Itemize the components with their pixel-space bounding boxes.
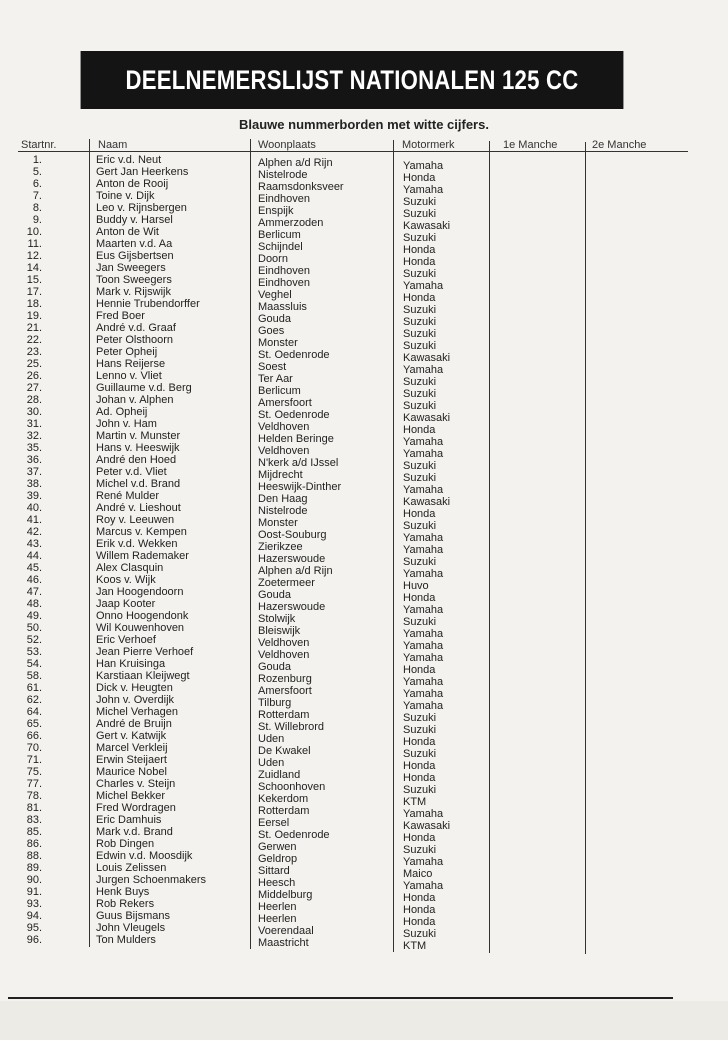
woonplaats-cell: Oost-Souburg (258, 529, 327, 541)
motormerk-cell: Yamaha (403, 640, 444, 652)
motormerk-cell: Honda (403, 424, 436, 436)
motormerk-cell: Yamaha (403, 676, 444, 688)
bottom-strip (0, 1001, 728, 1040)
woonplaats-cell: Eindhoven (258, 265, 310, 277)
motormerk-cell: Suzuki (403, 208, 437, 220)
startnr-cell: 41. (26, 514, 42, 526)
naam-cell: Leo v. Rijnsbergen (96, 202, 187, 214)
motormerk-cell: Honda (403, 664, 436, 676)
motormerk-cell: Suzuki (403, 376, 437, 388)
startnr-cell: 9. (32, 214, 42, 226)
woonplaats-cell: Nistelrode (258, 505, 308, 517)
naam-cell: Guus Bijsmans (96, 910, 170, 922)
motormerk-cell: Honda (403, 508, 436, 520)
motormerk-cell: KTM (403, 796, 427, 808)
woonplaats-cell: Zoetermeer (258, 577, 315, 589)
motormerk-column (403, 160, 487, 952)
woonplaats-cell: Berlicum (258, 385, 301, 397)
motormerk-cell: Suzuki (403, 232, 437, 244)
woonplaats-cell: Middelburg (258, 889, 313, 901)
naam-cell: Michel Verhagen (96, 706, 178, 718)
motormerk-cell: Yamaha (403, 448, 444, 460)
woonplaats-cell: Veldhoven (258, 637, 310, 649)
startnr-cell: 96. (26, 934, 42, 946)
naam-cell: Buddy v. Harsel (96, 214, 173, 226)
naam-cell: André den Hoed (96, 454, 177, 466)
motormerk-cell: Honda (403, 904, 436, 916)
motormerk-cell: Honda (403, 760, 436, 772)
header-naam: Naam (98, 139, 128, 151)
woonplaats-cell: Maastricht (258, 937, 309, 949)
naam-cell: André v. Lieshout (96, 502, 181, 514)
startnr-cell: 8. (32, 202, 42, 214)
motormerk-cell: Honda (403, 916, 436, 928)
woonplaats-cell: Doorn (258, 253, 288, 265)
startnr-cell: 37. (26, 466, 42, 478)
startnr-cell: 50. (26, 622, 42, 634)
naam-cell: Michel Bekker (96, 790, 166, 802)
startnr-cell: 65. (26, 718, 42, 730)
motormerk-cell: Suzuki (403, 196, 437, 208)
woonplaats-cell: Nistelrode (258, 169, 308, 181)
startnr-cell: 61. (26, 682, 42, 694)
column-divider (250, 139, 251, 949)
woonplaats-cell: Schoonhoven (258, 781, 326, 793)
woonplaats-cell: Uden (258, 733, 285, 745)
page-subtitle: Blauwe nummerborden met witte cijfers. (239, 117, 489, 132)
startnr-cell: 27. (26, 382, 42, 394)
startnr-cell: 70. (26, 742, 42, 754)
woonplaats-cell: Eersel (258, 817, 290, 829)
naam-cell: Hans v. Heeswijk (96, 442, 180, 454)
startnr-cell: 47. (26, 586, 42, 598)
startnr-cell: 86. (26, 838, 42, 850)
motormerk-cell: Suzuki (403, 472, 437, 484)
naam-cell: Mark v. Rijswijk (96, 286, 171, 298)
motormerk-cell: Maico (403, 868, 433, 880)
woonplaats-cell: Monster (258, 337, 298, 349)
footer-rule (8, 997, 673, 999)
motormerk-cell: Yamaha (403, 604, 444, 616)
startnr-column (20, 154, 42, 946)
naam-cell: Edwin v.d. Moosdijk (96, 850, 193, 862)
naam-cell: Ton Mulders (96, 934, 156, 946)
startnr-cell: 75. (26, 766, 42, 778)
naam-cell: André v.d. Graaf (96, 322, 176, 334)
woonplaats-cell: Veldhoven (258, 649, 310, 661)
startnr-cell: 15. (26, 274, 42, 286)
woonplaats-cell: Berlicum (258, 229, 301, 241)
startnr-cell: 91. (26, 886, 42, 898)
motormerk-cell: Suzuki (403, 304, 437, 316)
startnr-cell: 77. (26, 778, 42, 790)
naam-cell: André de Bruijn (96, 718, 172, 730)
startnr-cell: 10. (26, 226, 42, 238)
woonplaats-cell: Gouda (258, 661, 292, 673)
woonplaats-cell: Mijdrecht (258, 469, 303, 481)
startnr-cell: 95. (26, 922, 42, 934)
naam-cell: Maurice Nobel (96, 766, 167, 778)
column-divider (489, 141, 490, 953)
naam-cell: Toine v. Dijk (96, 190, 155, 202)
column-divider (393, 140, 394, 952)
motormerk-cell: Suzuki (403, 556, 437, 568)
woonplaats-cell: Helden Beringe (258, 433, 334, 445)
motormerk-cell: Honda (403, 832, 436, 844)
woonplaats-cell: Gouda (258, 313, 292, 325)
motormerk-cell: Suzuki (403, 316, 437, 328)
motormerk-cell: Suzuki (403, 784, 437, 796)
motormerk-cell: Yamaha (403, 280, 444, 292)
motormerk-cell: Kawasaki (403, 220, 451, 232)
motormerk-cell: Yamaha (403, 880, 444, 892)
motormerk-cell: Yamaha (403, 688, 444, 700)
motormerk-cell: Yamaha (403, 436, 444, 448)
naam-cell: Eric Damhuis (96, 814, 162, 826)
motormerk-cell: Suzuki (403, 748, 437, 760)
motormerk-cell: Yamaha (403, 532, 444, 544)
startnr-cell: 19. (26, 310, 42, 322)
motormerk-cell: Honda (403, 772, 436, 784)
naam-cell: Fred Wordragen (96, 802, 176, 814)
startnr-cell: 83. (26, 814, 42, 826)
woonplaats-cell: Gouda (258, 589, 292, 601)
motormerk-cell: Honda (403, 256, 436, 268)
woonplaats-cell: Maassluis (258, 301, 307, 313)
woonplaats-cell: Bleiswijk (258, 625, 301, 637)
woonplaats-cell: Goes (258, 325, 285, 337)
motormerk-cell: Suzuki (403, 520, 437, 532)
woonplaats-cell: Gerwen (258, 841, 297, 853)
startnr-cell: 71. (26, 754, 42, 766)
woonplaats-cell: Sittard (258, 865, 290, 877)
woonplaats-cell: Heerlen (258, 901, 297, 913)
naam-cell: Anton de Wit (96, 226, 159, 238)
motormerk-cell: Suzuki (403, 844, 437, 856)
naam-cell: Jaap Kooter (96, 598, 156, 610)
startnr-cell: 38. (26, 478, 42, 490)
naam-cell: René Mulder (96, 490, 159, 502)
naam-cell: Karstiaan Kleijwegt (96, 670, 190, 682)
woonplaats-cell: Alphen a/d Rijn (258, 565, 333, 577)
motormerk-cell: Kawasaki (403, 820, 451, 832)
woonplaats-column (258, 157, 390, 949)
woonplaats-cell: Rozenburg (258, 673, 312, 685)
motormerk-cell: Yamaha (403, 808, 444, 820)
startnr-cell: 1. (32, 154, 42, 166)
startnr-cell: 90. (26, 874, 42, 886)
woonplaats-cell: Heeswijk-Dinther (258, 481, 342, 493)
startnr-cell: 42. (26, 526, 42, 538)
woonplaats-cell: Tilburg (258, 697, 292, 709)
motormerk-cell: KTM (403, 940, 427, 952)
woonplaats-cell: Raamsdonksveer (258, 181, 344, 193)
woonplaats-cell: Hazerswoude (258, 601, 326, 613)
naam-cell: Peter Olsthoorn (96, 334, 174, 346)
woonplaats-cell: St. Oedenrode (258, 409, 330, 421)
naam-cell: Erwin Steijaert (96, 754, 167, 766)
motormerk-cell: Yamaha (403, 652, 444, 664)
woonplaats-cell: Ter Aar (258, 373, 293, 385)
startnr-cell: 31. (26, 418, 42, 430)
column-divider (89, 139, 90, 947)
startnr-cell: 45. (26, 562, 42, 574)
woonplaats-cell: Rotterdam (258, 805, 310, 817)
startnr-cell: 89. (26, 862, 42, 874)
woonplaats-cell: Amersfoort (258, 397, 312, 409)
startnr-cell: 11. (27, 238, 42, 250)
naam-cell: Marcus v. Kempen (96, 526, 187, 538)
motormerk-cell: Yamaha (403, 568, 444, 580)
naam-cell: Willem Rademaker (96, 550, 189, 562)
header-woonplaats: Woonplaats (258, 139, 316, 151)
startnr-cell: 40. (26, 502, 42, 514)
naam-cell: Guillaume v.d. Berg (96, 382, 192, 394)
motormerk-cell: Suzuki (403, 460, 437, 472)
naam-cell: Alex Clasquin (96, 562, 164, 574)
motormerk-cell: Yamaha (403, 544, 444, 556)
naam-cell: Eus Gijsbertsen (96, 250, 174, 262)
startnr-cell: 35. (26, 442, 42, 454)
startnr-cell: 7. (32, 190, 42, 202)
woonplaats-cell: Kekerdom (258, 793, 309, 805)
naam-cell: Han Kruisinga (96, 658, 166, 670)
naam-cell: Koos v. Wijk (96, 574, 156, 586)
startnr-cell: 85. (26, 826, 42, 838)
naam-cell: Gert Jan Heerkens (96, 166, 189, 178)
startnr-cell: 30. (26, 406, 42, 418)
woonplaats-cell: Veldhoven (258, 421, 310, 433)
startnr-cell: 46. (26, 574, 42, 586)
motormerk-cell: Huvo (403, 580, 429, 592)
woonplaats-cell: Den Haag (258, 493, 308, 505)
motormerk-cell: Honda (403, 736, 436, 748)
woonplaats-cell: Veghel (258, 289, 292, 301)
naam-cell: Michel v.d. Brand (96, 478, 181, 490)
naam-cell: Hennie Trubendorffer (96, 298, 200, 310)
naam-cell: Hans Reijerse (96, 358, 166, 370)
woonplaats-cell: St. Oedenrode (258, 829, 330, 841)
motormerk-cell: Yamaha (403, 628, 444, 640)
woonplaats-cell: Voerendaal (258, 925, 314, 937)
woonplaats-cell: Eindhoven (258, 193, 310, 205)
naam-cell: Eric Verhoef (96, 634, 156, 646)
naam-cell: Marcel Verkleij (96, 742, 168, 754)
motormerk-cell: Suzuki (403, 328, 437, 340)
naam-cell: Erik v.d. Wekken (96, 538, 178, 550)
naam-cell: Peter v.d. Vliet (96, 466, 167, 478)
motormerk-cell: Honda (403, 244, 436, 256)
naam-cell: Martin v. Munster (96, 430, 181, 442)
woonplaats-cell: Hazerswoude (258, 553, 326, 565)
startnr-cell: 53. (26, 646, 42, 658)
naam-cell: John v. Ham (96, 418, 157, 430)
naam-cell: Rob Dingen (96, 838, 155, 850)
woonplaats-cell: Schijndel (258, 241, 303, 253)
startnr-cell: 26. (26, 370, 42, 382)
startnr-cell: 62. (26, 694, 42, 706)
naam-cell: Jean Pierre Verhoef (96, 646, 194, 658)
motormerk-cell: Honda (403, 292, 436, 304)
naam-cell: Jan Sweegers (96, 262, 166, 274)
motormerk-cell: Suzuki (403, 400, 437, 412)
header-rule (18, 151, 688, 152)
header-manche1: 1e Manche (503, 139, 558, 151)
naam-cell: Ad. Opheij (96, 406, 148, 418)
motormerk-cell: Yamaha (403, 364, 444, 376)
motormerk-cell: Honda (403, 172, 436, 184)
woonplaats-cell: Monster (258, 517, 298, 529)
naam-cell: Wil Kouwenhoven (96, 622, 185, 634)
woonplaats-cell: St. Oedenrode (258, 349, 330, 361)
naam-cell: Johan v. Alphen (96, 394, 174, 406)
motormerk-cell: Honda (403, 892, 436, 904)
startnr-cell: 48. (26, 598, 42, 610)
startnr-cell: 81. (26, 802, 42, 814)
woonplaats-cell: Zuidland (258, 769, 301, 781)
column-divider (585, 142, 586, 954)
naam-cell: John Vleugels (96, 922, 166, 934)
woonplaats-cell: Heerlen (258, 913, 297, 925)
startnr-cell: 5. (32, 166, 42, 178)
naam-cell: Lenno v. Vliet (96, 370, 162, 382)
motormerk-cell: Kawasaki (403, 496, 451, 508)
naam-column (96, 154, 246, 946)
header-manche2: 2e Manche (592, 139, 647, 151)
woonplaats-cell: St. Willebrord (258, 721, 325, 733)
motormerk-cell: Yamaha (403, 484, 444, 496)
naam-cell: Dick v. Heugten (96, 682, 173, 694)
woonplaats-cell: Ammerzoden (258, 217, 324, 229)
startnr-cell: 64. (26, 706, 42, 718)
naam-cell: Jurgen Schoenmakers (96, 874, 207, 886)
startnr-cell: 12. (26, 250, 42, 262)
motormerk-cell: Yamaha (403, 184, 444, 196)
naam-cell: John v. Overdijk (96, 694, 175, 706)
motormerk-cell: Yamaha (403, 160, 444, 172)
startnr-cell: 28. (26, 394, 42, 406)
woonplaats-cell: Zierikzee (258, 541, 303, 553)
header-motormerk: Motormerk (402, 139, 455, 151)
page-title: DEELNEMERSLIJST NATIONALEN 125 CC (81, 51, 624, 109)
startnr-cell: 44. (26, 550, 42, 562)
naam-cell: Henk Buys (96, 886, 150, 898)
startnr-cell: 93. (26, 898, 42, 910)
naam-cell: Mark v.d. Brand (96, 826, 173, 838)
woonplaats-cell: Soest (258, 361, 287, 373)
startnr-cell: 54. (26, 658, 42, 670)
startnr-cell: 43. (26, 538, 42, 550)
naam-cell: Roy v. Leeuwen (96, 514, 175, 526)
startnr-cell: 52. (26, 634, 42, 646)
naam-cell: Onno Hoogendonk (96, 610, 189, 622)
woonplaats-cell: Stolwijk (258, 613, 296, 625)
startnr-cell: 22. (26, 334, 42, 346)
startnr-cell: 36. (26, 454, 42, 466)
woonplaats-cell: De Kwakel (258, 745, 311, 757)
woonplaats-cell: Uden (258, 757, 285, 769)
woonplaats-cell: Enspijk (258, 205, 294, 217)
naam-cell: Rob Rekers (96, 898, 155, 910)
naam-cell: Jan Hoogendoorn (96, 586, 184, 598)
startnr-cell: 6. (32, 178, 42, 190)
naam-cell: Anton de Rooij (96, 178, 169, 190)
startnr-cell: 25. (26, 358, 42, 370)
startnr-cell: 23. (26, 346, 42, 358)
startnr-cell: 18. (26, 298, 42, 310)
motormerk-cell: Honda (403, 592, 436, 604)
startnr-cell: 14. (26, 262, 42, 274)
startnr-cell: 88. (26, 850, 42, 862)
motormerk-cell: Kawasaki (403, 352, 451, 364)
startnr-cell: 78. (26, 790, 42, 802)
motormerk-cell: Kawasaki (403, 412, 451, 424)
startnr-cell: 66. (26, 730, 42, 742)
naam-cell: Gert v. Katwijk (96, 730, 167, 742)
woonplaats-cell: N'kerk a/d IJssel (258, 457, 339, 469)
woonplaats-cell: Geldrop (258, 853, 298, 865)
woonplaats-cell: Amersfoort (258, 685, 312, 697)
naam-cell: Eric v.d. Neut (96, 154, 162, 166)
motormerk-cell: Suzuki (403, 340, 437, 352)
startnr-cell: 32. (26, 430, 42, 442)
naam-cell: Louis Zelissen (96, 862, 167, 874)
woonplaats-cell: Eindhoven (258, 277, 310, 289)
woonplaats-cell: Rotterdam (258, 709, 310, 721)
startnr-cell: 39. (26, 490, 42, 502)
naam-cell: Toon Sweegers (96, 274, 172, 286)
motormerk-cell: Suzuki (403, 724, 437, 736)
startnr-cell: 58. (26, 670, 42, 682)
naam-cell: Peter Opheij (96, 346, 158, 358)
header-startnr: Startnr. (21, 139, 57, 151)
naam-cell: Fred Boer (96, 310, 145, 322)
naam-cell: Maarten v.d. Aa (96, 238, 173, 250)
naam-cell: Charles v. Steijn (96, 778, 176, 790)
motormerk-cell: Yamaha (403, 856, 444, 868)
startnr-cell: 94. (26, 910, 42, 922)
motormerk-cell: Suzuki (403, 928, 437, 940)
woonplaats-cell: Heesch (258, 877, 296, 889)
startnr-cell: 17. (26, 286, 42, 298)
startnr-cell: 21. (26, 322, 42, 334)
motormerk-cell: Suzuki (403, 268, 437, 280)
woonplaats-cell: Alphen a/d Rijn (258, 157, 333, 169)
startnr-cell: 49. (26, 610, 42, 622)
woonplaats-cell: Veldhoven (258, 445, 310, 457)
motormerk-cell: Suzuki (403, 388, 437, 400)
motormerk-cell: Yamaha (403, 700, 444, 712)
motormerk-cell: Suzuki (403, 712, 437, 724)
motormerk-cell: Suzuki (403, 616, 437, 628)
